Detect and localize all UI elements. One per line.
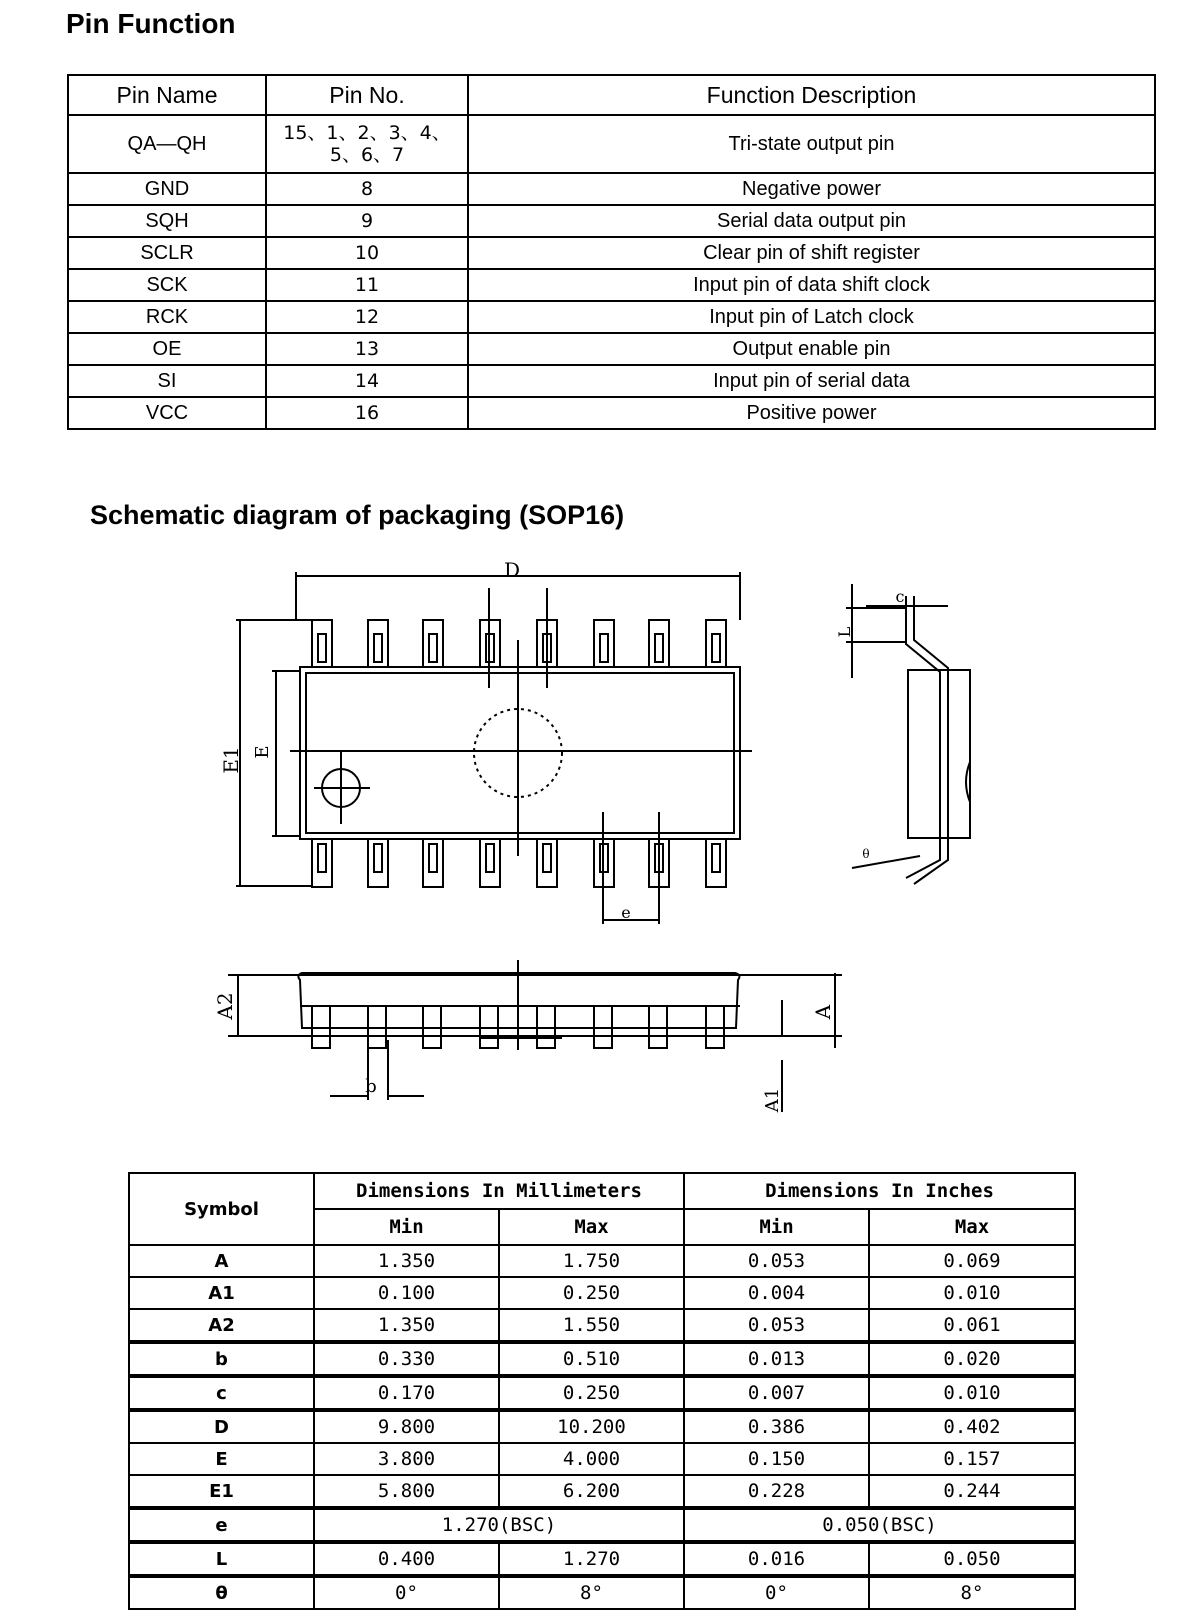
in-max-cell: 0.020 <box>869 1342 1075 1376</box>
package-body <box>300 667 740 839</box>
mm-max-cell: 0.250 <box>499 1376 684 1410</box>
in-min-cell: 0.013 <box>684 1342 869 1376</box>
pin-name-cell: RCK <box>68 301 266 333</box>
mm-min-cell: 0.330 <box>314 1342 499 1376</box>
table-row <box>68 205 1155 237</box>
pin-inner <box>600 634 608 662</box>
in-bsc-cell: 0.050(BSC) <box>684 1508 1075 1542</box>
pin-no-cell: 9 <box>266 205 468 237</box>
table-row <box>129 1542 1075 1576</box>
pin <box>706 839 726 887</box>
mm-min-cell: 1.350 <box>314 1245 499 1277</box>
in-max-cell: 0.061 <box>869 1309 1075 1342</box>
pin-inner <box>712 844 720 872</box>
table-row <box>129 1245 1075 1277</box>
in-min-cell: 0.386 <box>684 1410 869 1443</box>
label-e: e <box>621 903 631 922</box>
table-row <box>68 333 1155 365</box>
table-row <box>68 173 1155 205</box>
pin-function-title: Pin Function <box>66 8 236 39</box>
pin-name-cell: SCK <box>68 269 266 301</box>
symbol-cell: A1 <box>129 1277 314 1309</box>
inches-header: Dimensions In Inches <box>684 1173 1075 1209</box>
in-max-cell: 0.244 <box>869 1475 1075 1508</box>
table-row <box>68 397 1155 429</box>
function-description-cell: Negative power <box>468 173 1155 205</box>
pin-no-cell: 12 <box>266 301 468 333</box>
table-row <box>129 1309 1075 1342</box>
pin-name-header: Pin Name <box>68 75 266 115</box>
function-description-cell: Input pin of serial data <box>468 365 1155 397</box>
table-row <box>68 115 1155 173</box>
symbol-cell: L <box>129 1542 314 1576</box>
symbol-cell: A2 <box>129 1309 314 1342</box>
table-row <box>129 1475 1075 1508</box>
in-min-cell: 0.228 <box>684 1475 869 1508</box>
in-max-cell: 0.069 <box>869 1245 1075 1277</box>
table-row <box>129 1443 1075 1475</box>
mm-max-cell: 1.750 <box>499 1245 684 1277</box>
symbol-cell: θ <box>129 1576 314 1609</box>
table-row <box>68 301 1155 333</box>
label-L: L <box>835 626 854 638</box>
mm-max-cell: 0.510 <box>499 1342 684 1376</box>
pin-no-cell: 14 <box>266 365 468 397</box>
mm-min-cell: 0° <box>314 1576 499 1609</box>
label-A2: A2 <box>213 992 237 1020</box>
mm-max-cell: 0.250 <box>499 1277 684 1309</box>
pin-no-cell: 13 <box>266 333 468 365</box>
symbol-cell: b <box>129 1342 314 1376</box>
lead-profile <box>906 596 940 878</box>
dimension-labels <box>213 560 905 1113</box>
mm-max-header: Max <box>499 1209 684 1245</box>
table-row <box>129 1277 1075 1309</box>
mm-min-cell: 1.350 <box>314 1309 499 1342</box>
pin-table-header-row <box>68 75 1155 115</box>
function-description-cell: Tri-state output pin <box>468 115 1155 173</box>
pin-inner <box>712 634 720 662</box>
pin <box>423 620 443 667</box>
function-description-cell: Output enable pin <box>468 333 1155 365</box>
label-A1: A1 <box>762 1087 783 1113</box>
package-top-view <box>236 572 752 924</box>
mm-max-cell: 6.200 <box>499 1475 684 1508</box>
pin <box>423 839 443 887</box>
mm-min-header: Min <box>314 1209 499 1245</box>
lead-profile <box>914 596 948 884</box>
in-max-cell: 0.010 <box>869 1376 1075 1410</box>
in-max-cell: 8° <box>869 1576 1075 1609</box>
table-row <box>129 1576 1075 1609</box>
pin <box>312 839 332 887</box>
pin-inner <box>429 844 437 872</box>
function-description-cell: Input pin of data shift clock <box>468 269 1155 301</box>
in-max-header: Max <box>869 1209 1075 1245</box>
mm-min-cell: 9.800 <box>314 1410 499 1443</box>
label-E: E <box>252 745 273 759</box>
in-min-header: Min <box>684 1209 869 1245</box>
symbol-cell: A <box>129 1245 314 1277</box>
pin <box>706 620 726 667</box>
pin-name-cell: QA—QH <box>68 115 266 173</box>
in-max-cell: 0.402 <box>869 1410 1075 1443</box>
mm-bsc-cell: 1.270(BSC) <box>314 1508 684 1542</box>
pin <box>312 620 332 667</box>
in-min-cell: 0.053 <box>684 1309 869 1342</box>
in-min-cell: 0° <box>684 1576 869 1609</box>
function-description-cell: Clear pin of shift register <box>468 237 1155 269</box>
table-row <box>129 1508 1075 1542</box>
pin-no-cell: 10 <box>266 237 468 269</box>
in-min-cell: 0.007 <box>684 1376 869 1410</box>
pin-name-cell: GND <box>68 173 266 205</box>
pin-name-cell: SQH <box>68 205 266 237</box>
table-row <box>129 1376 1075 1410</box>
label-A: A <box>811 1004 835 1020</box>
mm-min-cell: 5.800 <box>314 1475 499 1508</box>
pin <box>368 839 388 887</box>
symbol-cell: E <box>129 1443 314 1475</box>
function-description-cell: Positive power <box>468 397 1155 429</box>
table-row <box>68 365 1155 397</box>
packaging-title: Schematic diagram of packaging (SOP16) <box>90 500 625 530</box>
in-min-cell: 0.016 <box>684 1542 869 1576</box>
pin-name-cell: OE <box>68 333 266 365</box>
label-b: b <box>365 1076 377 1097</box>
label-c: c <box>895 587 905 606</box>
mm-min-cell: 0.170 <box>314 1376 499 1410</box>
pin <box>649 620 669 667</box>
label-theta: θ <box>862 847 870 861</box>
mm-min-cell: 0.400 <box>314 1542 499 1576</box>
in-min-cell: 0.004 <box>684 1277 869 1309</box>
mm-min-cell: 0.100 <box>314 1277 499 1309</box>
label-E1: E1 <box>219 746 243 774</box>
mm-max-cell: 1.270 <box>499 1542 684 1576</box>
in-min-cell: 0.150 <box>684 1443 869 1475</box>
pin-no-cell: 16 <box>266 397 468 429</box>
function-description-cell: Serial data output pin <box>468 205 1155 237</box>
mm-max-cell: 10.200 <box>499 1410 684 1443</box>
pin-no-cell: 8 <box>266 173 468 205</box>
mm-max-cell: 1.550 <box>499 1309 684 1342</box>
table-row <box>68 269 1155 301</box>
table-row <box>129 1410 1075 1443</box>
dimension-table <box>128 1172 1076 1610</box>
in-max-cell: 0.157 <box>869 1443 1075 1475</box>
in-max-cell: 0.010 <box>869 1277 1075 1309</box>
pin-name-cell: VCC <box>68 397 266 429</box>
pin-inner <box>543 844 551 872</box>
pin-inner <box>318 844 326 872</box>
symbol-header: Symbol <box>129 1173 314 1245</box>
pin-no-cell: 15、1、2、3、4、5、6、7 <box>266 115 468 173</box>
pin <box>594 620 614 667</box>
mm-max-cell: 4.000 <box>499 1443 684 1475</box>
symbol-cell: E1 <box>129 1475 314 1508</box>
table-row <box>68 237 1155 269</box>
function-description-cell: Input pin of Latch clock <box>468 301 1155 333</box>
mm-min-cell: 3.800 <box>314 1443 499 1475</box>
pin-inner <box>429 634 437 662</box>
label-D: D <box>503 560 521 582</box>
mm-max-cell: 8° <box>499 1576 684 1609</box>
pin-inner <box>318 634 326 662</box>
pin <box>480 839 500 887</box>
function-description-header: Function Description <box>468 75 1155 115</box>
symbol-cell: e <box>129 1508 314 1542</box>
pin <box>368 620 388 667</box>
package-body-inner <box>306 673 734 833</box>
pin-no-cell: 11 <box>266 269 468 301</box>
pin-inner <box>374 844 382 872</box>
in-min-cell: 0.053 <box>684 1245 869 1277</box>
pin-inner <box>486 844 494 872</box>
pin-name-cell: SCLR <box>68 237 266 269</box>
pin-inner <box>374 634 382 662</box>
lead-profile-view <box>846 584 970 884</box>
pin <box>537 839 557 887</box>
pin-inner <box>655 634 663 662</box>
table-row <box>129 1342 1075 1376</box>
millimeters-header: Dimensions In Millimeters <box>314 1173 684 1209</box>
symbol-cell: D <box>129 1410 314 1443</box>
pin-function-table <box>67 74 1156 430</box>
package-drawing <box>0 560 1200 1160</box>
in-max-cell: 0.050 <box>869 1542 1075 1576</box>
symbol-cell: c <box>129 1376 314 1410</box>
package-side-view <box>228 960 842 1112</box>
pin-name-cell: SI <box>68 365 266 397</box>
pin-no-header: Pin No. <box>266 75 468 115</box>
